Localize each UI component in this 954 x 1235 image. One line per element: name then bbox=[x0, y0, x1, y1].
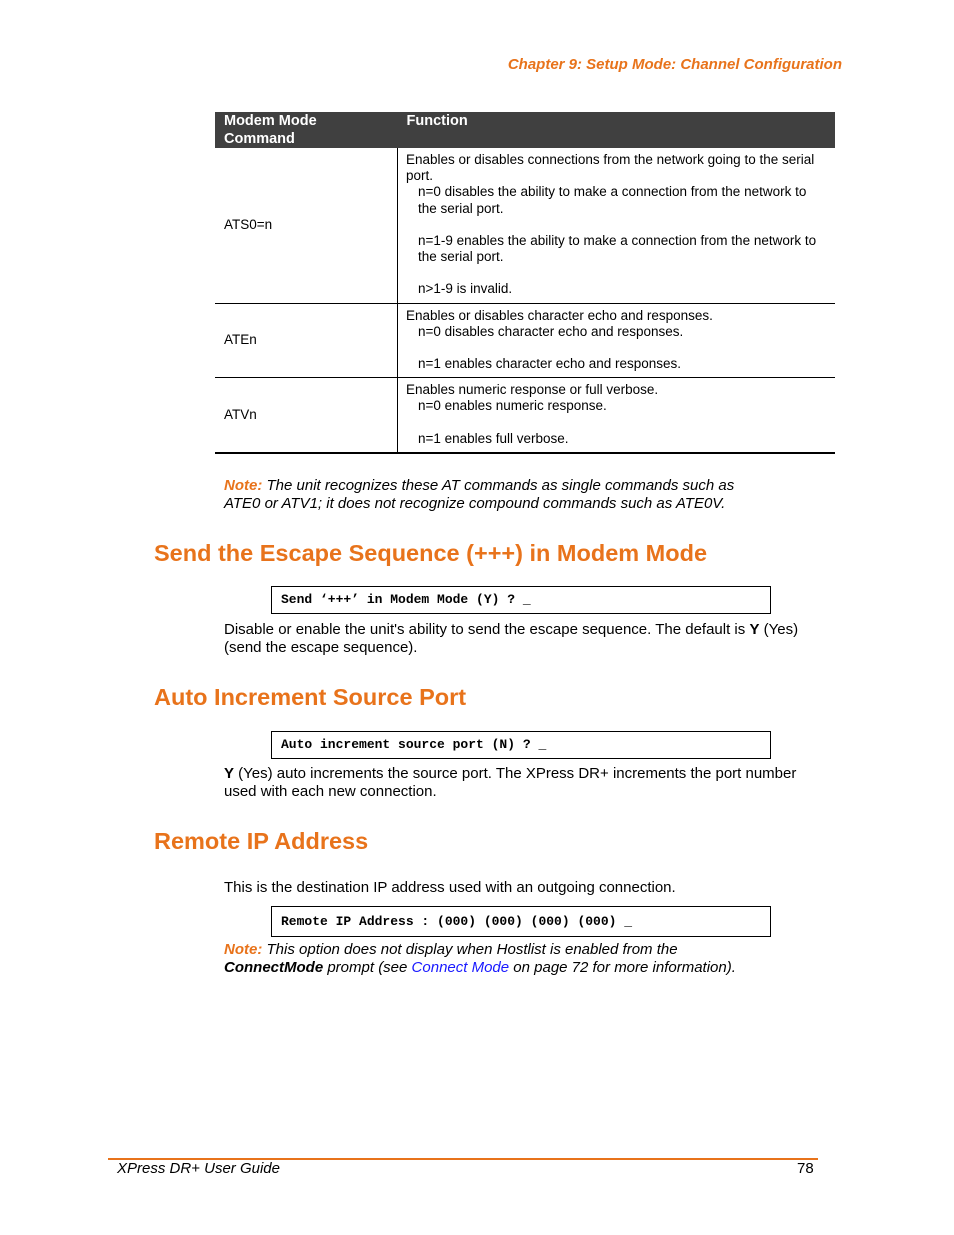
code-escape-sequence: Send ‘+++’ in Modem Mode (Y) ? _ bbox=[271, 586, 771, 614]
command-cell: ATS0=n bbox=[215, 148, 398, 303]
note-at-commands bbox=[224, 477, 769, 513]
chapter-header: Chapter 9: Setup Mode: Channel Configuration bbox=[507, 56, 842, 73]
function-cell: Enables or disables connections from the network going to the serial port. n=0 disables the ability to make a connection from the network to the serial port. n=1-9 enables the ability to make a connection from the network to the serial port. n>1-9 is invalid. bbox=[398, 148, 836, 303]
page-number: 78 bbox=[797, 1160, 814, 1177]
section-title-escape-sequence: Send the Escape Sequence (+++) in Modem Mode bbox=[154, 540, 708, 566]
function-cell: Enables numeric response or full verbose. n=0 enables numeric response. n=1 enables full verbose. bbox=[398, 378, 836, 453]
table-header-command: Modem Mode Command bbox=[215, 112, 398, 148]
modem-command-table bbox=[215, 112, 835, 454]
table-row bbox=[215, 378, 835, 453]
note-label: Note: bbox=[224, 941, 263, 958]
note-text: The unit recognizes these AT commands as single commands such as ATE0 or ATV1; it does not recognize compound commands such as ATE0V. bbox=[224, 477, 735, 512]
table-row bbox=[215, 148, 835, 303]
command-cell: ATEn bbox=[215, 303, 398, 378]
code-auto-increment: Auto increment source port (N) ? _ bbox=[271, 731, 771, 759]
command-cell: ATVn bbox=[215, 378, 398, 453]
table-row bbox=[215, 303, 835, 378]
table-header-function: Function bbox=[398, 112, 836, 148]
code-remote-ip: Remote IP Address : (000) (000) (000) (000) _ bbox=[271, 906, 771, 937]
auto-increment-description: Y (Yes) auto increments the source port. The XPress DR+ increments the port number used with each new connection. bbox=[224, 765, 797, 800]
section-title-remote-ip: Remote IP Address bbox=[154, 828, 369, 854]
escape-sequence-description: Disable or enable the unit's ability to send the escape sequence. The default is Y (Yes) (send the escape sequence). bbox=[224, 621, 799, 656]
note-hostlist: Note: This option does not display when Hostlist is enabled from the ConnectMode prompt (see Connect Mode on page 72 for more information). bbox=[224, 941, 736, 976]
connect-mode-link[interactable]: Connect Mode bbox=[411, 959, 510, 976]
footer-title: XPress DR+ User Guide bbox=[117, 1160, 280, 1177]
remote-ip-intro: This is the destination IP address used with an outgoing connection. bbox=[224, 879, 676, 896]
section-title-auto-increment: Auto Increment Source Port bbox=[154, 684, 467, 710]
table-header-row bbox=[215, 112, 835, 148]
function-cell: Enables or disables character echo and responses. n=0 disables character echo and responses. n=1 enables character echo and responses. bbox=[398, 303, 836, 378]
note-label: Note: bbox=[224, 477, 263, 494]
